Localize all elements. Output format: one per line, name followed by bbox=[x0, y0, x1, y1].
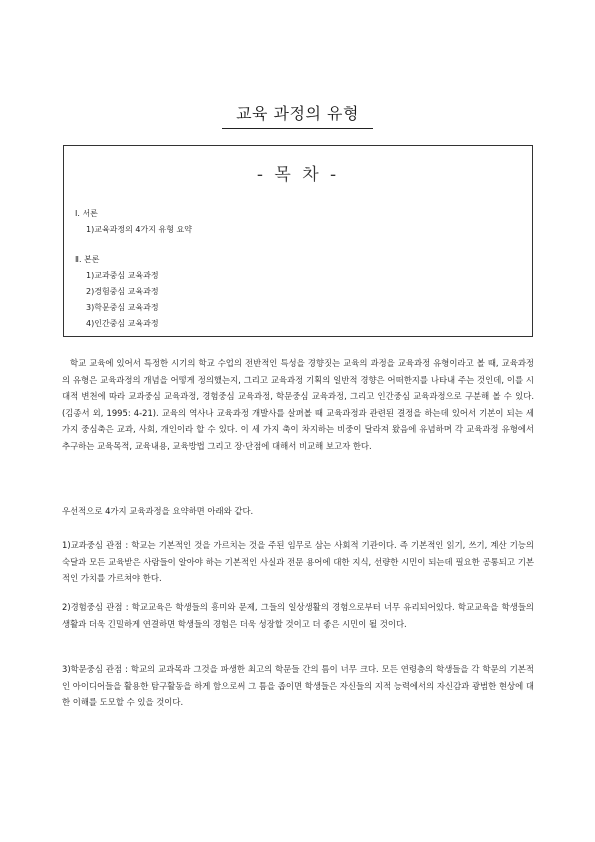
table-of-contents bbox=[63, 145, 533, 337]
document-title: 교육 과정의 유형 bbox=[222, 101, 373, 129]
toc-item: 1)교과중심 교육과정 bbox=[86, 271, 159, 280]
subject-centered-paragraph: 1)교과중심 관점 : 학교는 기본적인 것을 가르치는 것을 주된 임무로 삼는 사회적 기관이다. 즉 기본적인 읽기, 쓰기, 계산 기능의 숙달과 모든 교육받은 사람들이 알아야 하는 기본적인 사실과 전문 용어에 대한 지식, 선량한 시민이 되는데 필요한 공통되고 기본적인 가치를 가르쳐야 한다. bbox=[62, 540, 534, 584]
toc-item: 3)학문중심 교육과정 bbox=[86, 303, 159, 312]
toc-item: 4)인간중심 교육과정 bbox=[86, 319, 159, 328]
toc-item: 2)경험중심 교육과정 bbox=[86, 287, 159, 296]
title-wrapper bbox=[0, 101, 595, 129]
toc-section-intro: Ⅰ. 서론 bbox=[75, 209, 98, 218]
discipline-centered-paragraph: 3)학문중심 관점 : 학교의 교과목과 그것을 파생한 최고의 학문들 간의 틈이 너무 크다. 모든 연령층의 학생들을 각 학문의 기본적인 아이디어들을 활용한 탐구활동을 하게 함으로써 그 틈을 좁이면 학생들은 자신들의 지적 능력에서의 자신감과 광범한 현상에 대한 이해를 도모할 수 있을 것이다. bbox=[62, 664, 534, 708]
toc-heading: - 목 차 - bbox=[256, 165, 340, 185]
intro-paragraph: 학교 교육에 있어서 특정한 시기의 학교 수업의 전반적인 특성을 경향짓는 교육의 과정을 교육과정 유형이라고 볼 때, 교육과정의 유형은 교육과정의 개념을 어떻게 정의했는지, 그리고 교육과정 기획의 일반적 경향은 어떠한지를 나타내 주는 것인데, 이를 시대적 변천에 따라 교과중심 교육과정, 경험중심 교육과정, 학문중심 교육과정, 그리고 인간중심 교육과정으로 구분해 볼 수 있다.(김종서 외, 1995: 4-21). 교육의 역사나 교육과정 개발사를 살펴볼 때 교육과정과 관련된 결정을 하는데 있어서 기본이 되는 세 가지 중심축은 교과, 사회, 개인이라 할 수 있다. 이 세 가지 축이 차지하는 비중이 달라져 왔음에 유념하며 각 교육과정 유형에서 추구하는 교육목적, 교육내용, 교육방법 그리고 장·단점에 대해서 비교해 보고자 한다. bbox=[62, 358, 534, 451]
experience-centered-paragraph: 2)경험중심 관점 : 학교교육은 학생들의 흥미와 문제, 그들의 일상생활의 경험으로부터 너무 유리되어있다. 학교교육을 학생들의 생활과 더욱 긴밀하게 연결하면 학생들의 경험은 더욱 성장할 것이고 더 좋은 시민이 될 것이다. bbox=[62, 602, 534, 629]
toc-section-body: Ⅱ. 본론 bbox=[75, 255, 100, 264]
toc-item: 1)교육과정의 4가지 유형 요약 bbox=[86, 225, 192, 234]
summary-lead-paragraph: 우선적으로 4가지 교육과정을 요약하면 아래와 같다. bbox=[62, 506, 254, 516]
